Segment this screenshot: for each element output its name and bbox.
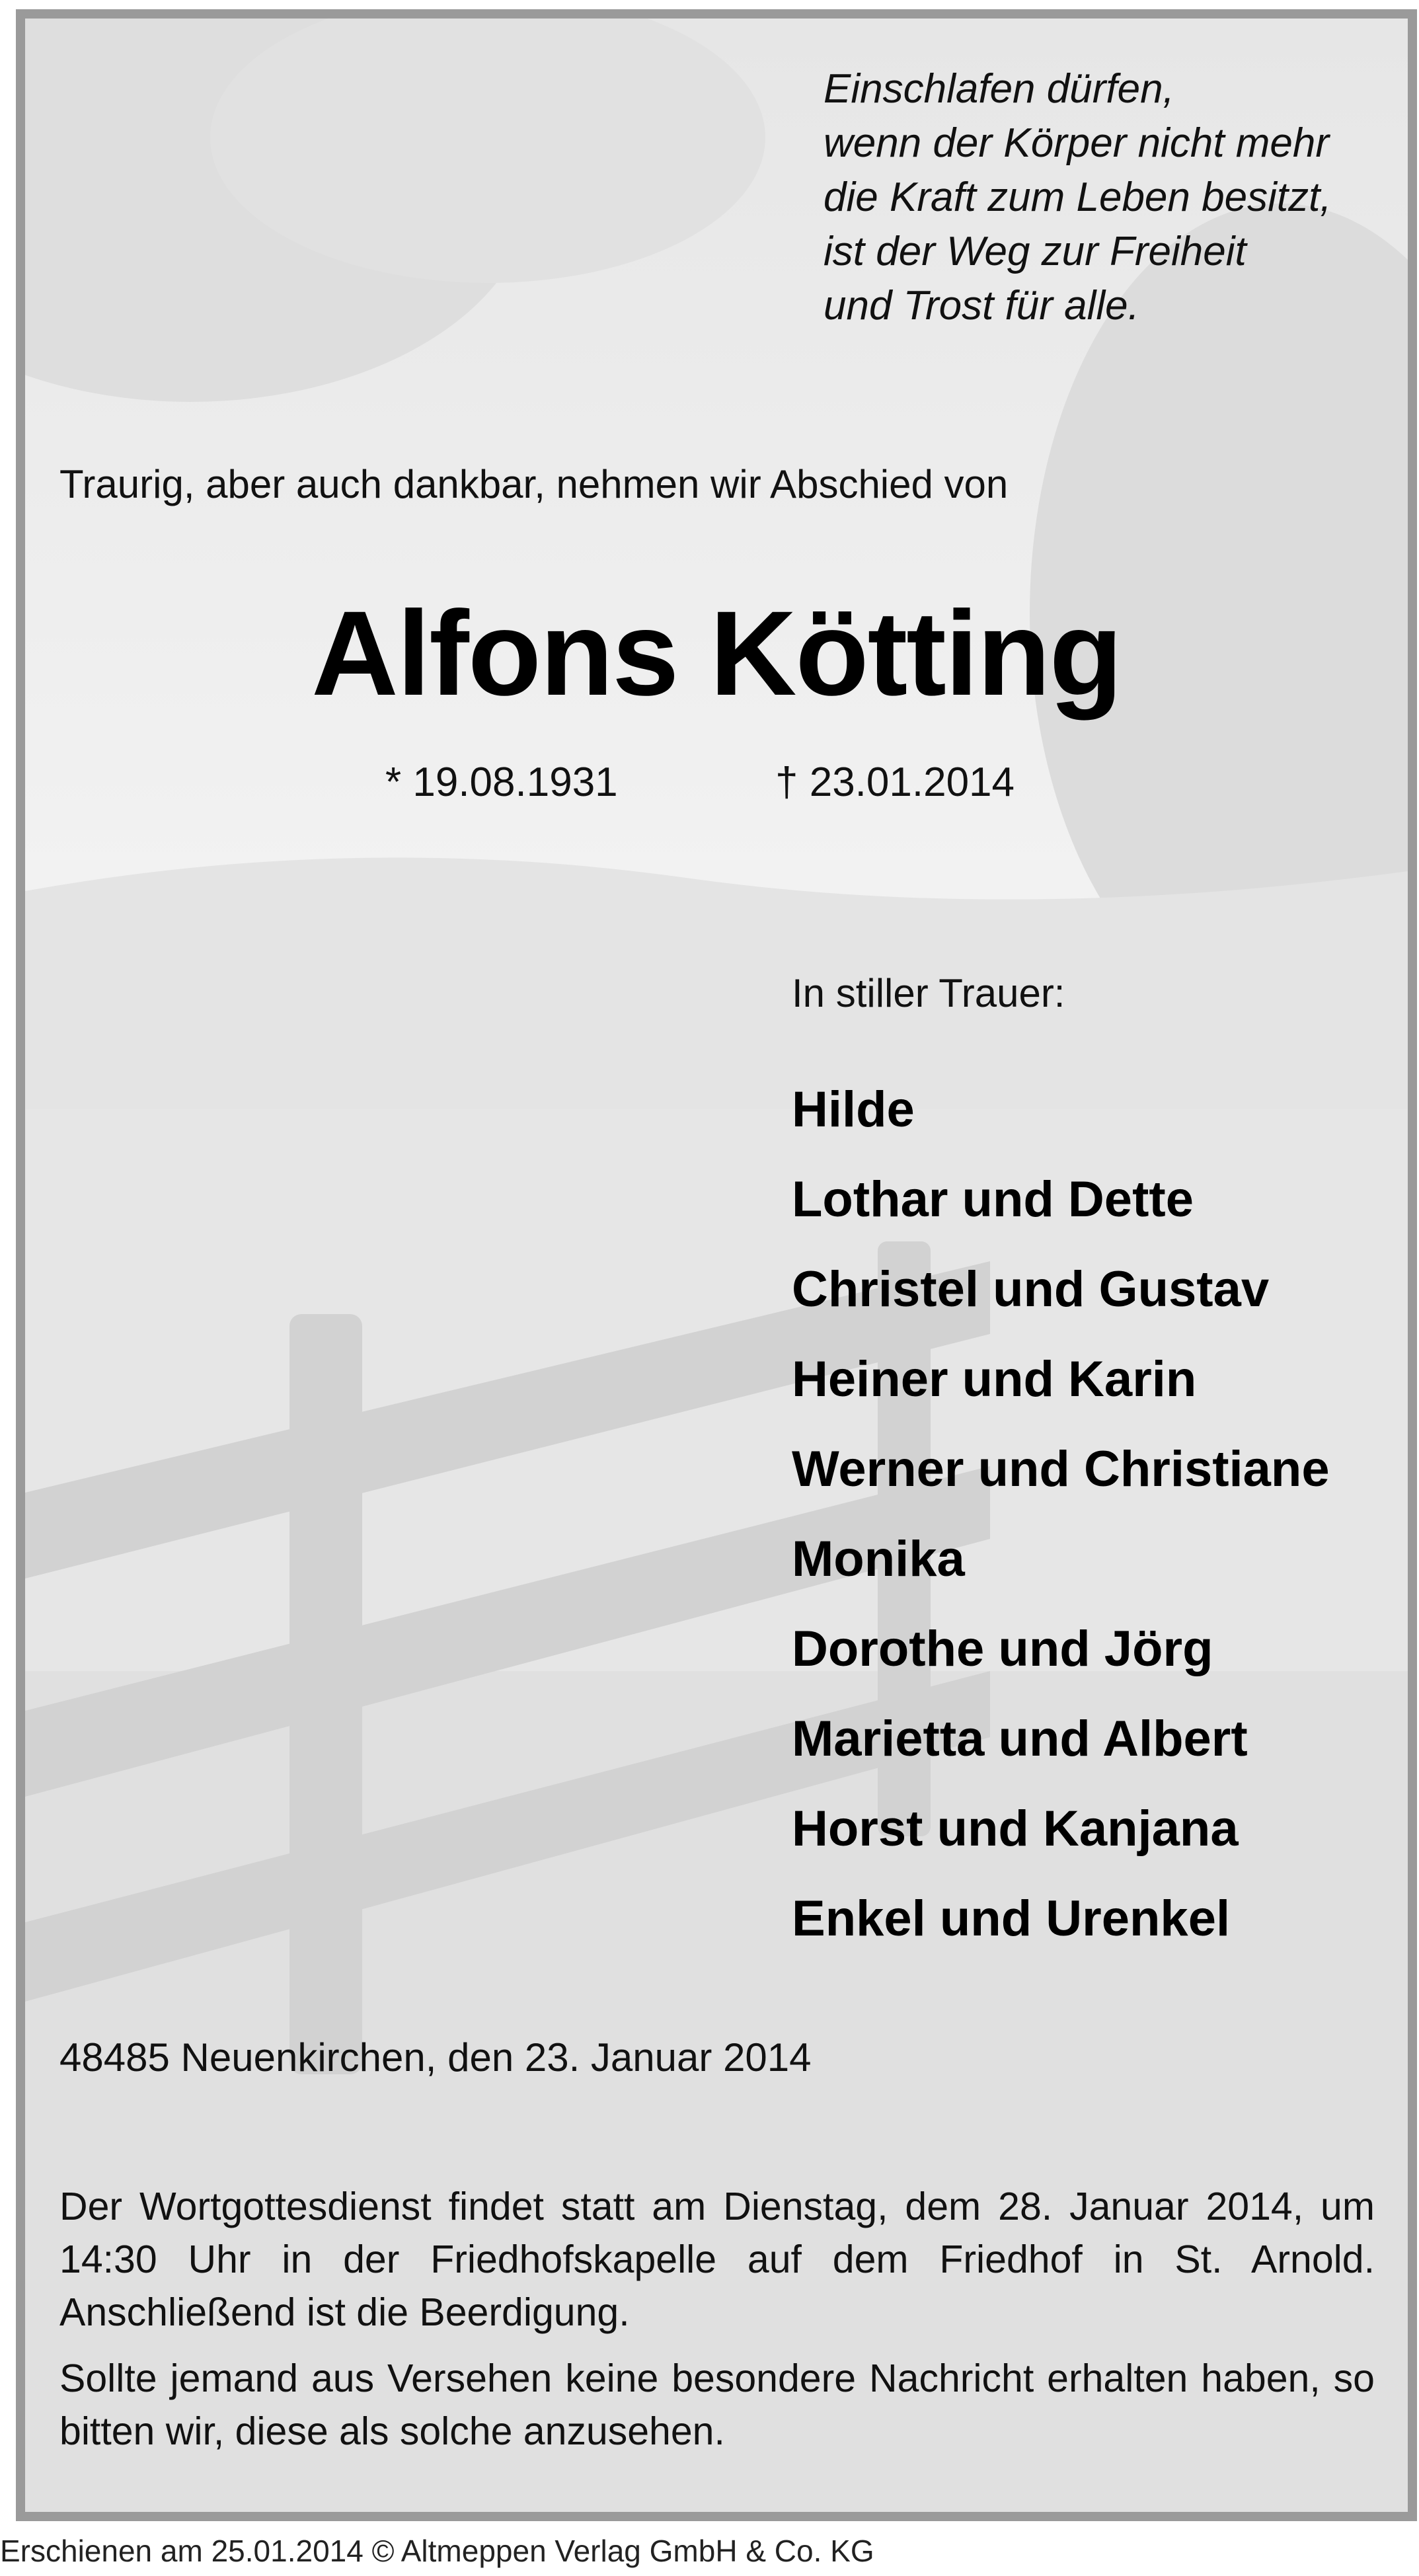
family-list — [792, 1065, 1330, 1964]
family-member: Dorothe und Jörg — [792, 1621, 1213, 1677]
family-member: Heiner und Karin — [792, 1351, 1197, 1407]
poem — [824, 62, 1332, 333]
family-member: Enkel und Urenkel — [792, 1891, 1231, 1947]
poem-line: die Kraft zum Leben besitzt, — [824, 175, 1332, 220]
deceased-name: Alfons Kötting — [311, 586, 1122, 721]
publication-footer: Erschienen am 25.01.2014 © Altmeppen Verlag GmbH & Co. KG — [0, 2534, 874, 2568]
notice-text: Sollte jemand aus Versehen keine besondere Nachricht erhalten haben, so bitten wir, diese als solche anzusehen. — [59, 2357, 1375, 2453]
family-member: Hilde — [792, 1081, 915, 1138]
service-text: Der Wortgottesdienst findet statt am Dienstag, dem 28. Januar 2014, um 14:30 Uhr in der Friedhofskapelle auf dem Friedhof in St. Arnold. Anschließend ist die Beerdigung. — [59, 2185, 1375, 2334]
obituary-frame — [16, 9, 1417, 2521]
poem-line: wenn der Körper nicht mehr — [824, 120, 1330, 166]
family-member: Monika — [792, 1531, 965, 1587]
poem-line: Einschlafen dürfen, — [824, 66, 1174, 112]
intro-text: Traurig, aber auch dankbar, nehmen wir Abschied von — [59, 462, 1009, 506]
family-member: Werner und Christiane — [792, 1441, 1330, 1497]
obituary-content — [25, 19, 1408, 2512]
place-and-date: 48485 Neuenkirchen, den 23. Januar 2014 — [59, 2035, 812, 2080]
death-date: † 23.01.2014 — [775, 760, 1015, 805]
family-member: Lothar und Dette — [792, 1171, 1194, 1228]
family-member: Marietta und Albert — [792, 1711, 1248, 1767]
poem-line: und Trost für alle. — [824, 283, 1139, 329]
mourning-label: In stiller Trauer: — [792, 971, 1065, 1015]
family-member: Horst und Kanjana — [792, 1801, 1239, 1857]
birth-date: * 19.08.1931 — [385, 760, 618, 805]
poem-line: ist der Weg zur Freiheit — [824, 229, 1246, 274]
family-member: Christel und Gustav — [792, 1261, 1270, 1317]
